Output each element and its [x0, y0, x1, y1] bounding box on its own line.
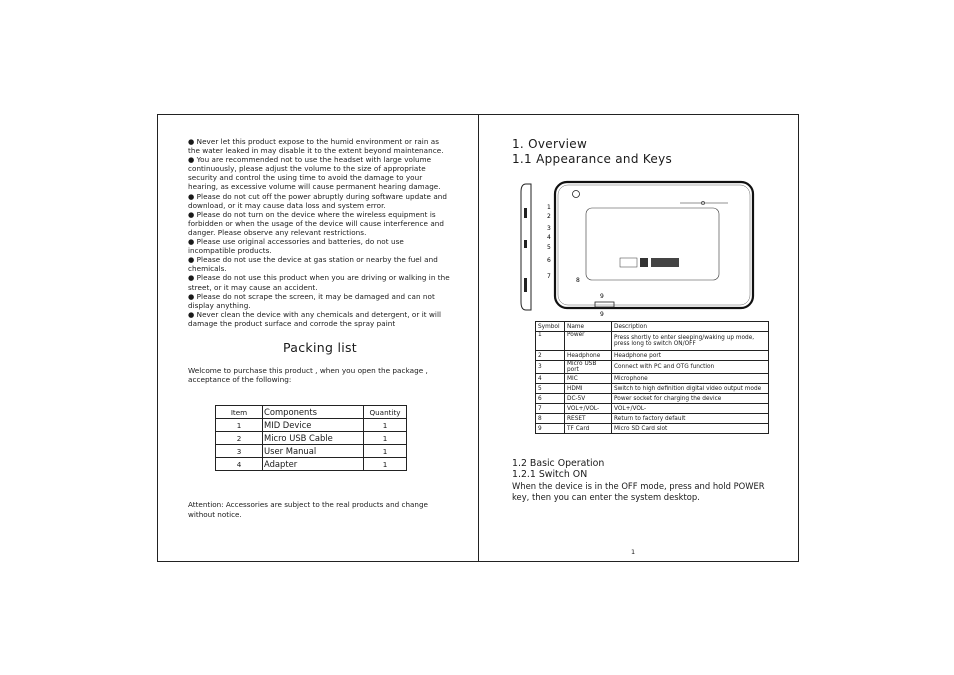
- warning-item: ● Please do not use the device at gas station or nearby the fuel and chemicals.: [188, 255, 438, 274]
- table-row: [536, 361, 769, 374]
- back-panel-area: [586, 208, 719, 280]
- overview-heading: 1. Overview: [512, 137, 588, 151]
- table-row: [536, 404, 769, 414]
- header-item: Item: [216, 406, 263, 419]
- cell-name: RESET: [565, 414, 612, 424]
- table-row: [536, 332, 769, 351]
- cell-description: Return to factory default: [612, 414, 769, 424]
- cell-component: Micro USB Cable: [263, 432, 364, 445]
- basic-operation-heading: 1.2 Basic Operation: [512, 458, 605, 469]
- cell-description: Power socket for charging the device: [612, 394, 769, 404]
- switch-on-text: When the device is in the OFF mode, press and hold POWER key, then you can enter the system desktop.: [512, 481, 765, 502]
- cell-name: Power: [565, 332, 612, 351]
- cell-description: Press shortly to enter sleeping/waking up mode, press long to switch ON/OFF: [612, 332, 769, 351]
- callout-number: 8: [576, 277, 580, 284]
- warning-item: ● Never let this product expose to the humid environment or rain as the water leaked in may disable it to the extent beyond maintenance.: [188, 137, 444, 156]
- warning-item: ● Please do not scrape the screen, it may be damaged and can not display anything.: [188, 291, 435, 310]
- callout-number: 2: [547, 213, 551, 220]
- packing-table: [215, 405, 407, 471]
- callout-number: 6: [547, 257, 551, 264]
- table-row: [536, 384, 769, 394]
- warning-item: ● You are recommended not to use the headset with large volume continuously, please adjust the volume to the size of appropriate security and control the using time to avoid the damage to your hearing, as excessive volume will cause permanent hearing damage.: [188, 155, 441, 192]
- cell-item: 2: [216, 432, 263, 445]
- table-row: [216, 445, 407, 458]
- cell-name: Micro USB port: [565, 361, 612, 374]
- cell-name: TF Card: [565, 424, 612, 434]
- cell-description: VOL+/VOL-: [612, 404, 769, 414]
- table-row: [216, 458, 407, 471]
- table-header-row: [216, 406, 407, 419]
- callout-number: 7: [547, 273, 551, 280]
- table-row: [536, 374, 769, 384]
- barcode-icon: [651, 258, 679, 267]
- warning-item: ● Please use original accessories and batteries, do not use incompatible products.: [188, 237, 404, 256]
- cell-name: HDMI: [565, 384, 612, 394]
- cell-symbol: 6: [536, 394, 565, 404]
- warning-item: ● Please do not turn on the device where the wireless equipment is forbidden or when the usage of the device will cause interference and danger. Please observe any relevant restrictions.: [188, 209, 445, 237]
- cell-name: MIC: [565, 374, 612, 384]
- side-port: [524, 240, 527, 248]
- cell-symbol: 8: [536, 414, 565, 424]
- side-port: [524, 208, 527, 218]
- cell-quantity: 1: [364, 458, 407, 471]
- appearance-heading: 1.1 Appearance and Keys: [512, 152, 673, 166]
- cell-item: 4: [216, 458, 263, 471]
- page-number: 1: [631, 548, 636, 556]
- table-header-row: [536, 322, 769, 332]
- cell-component: MID Device: [263, 419, 364, 432]
- device-back-outline: [555, 182, 753, 308]
- cell-name: DC-5V: [565, 394, 612, 404]
- cell-description: Micro SD Card slot: [612, 424, 769, 434]
- barcode-icon: [640, 258, 648, 267]
- page-divider: [478, 114, 479, 562]
- header-quantity: Quantity: [364, 406, 407, 419]
- callout-number: 9: [600, 311, 604, 318]
- table-row: [536, 424, 769, 434]
- tf-card-slot: [595, 302, 614, 307]
- cell-component: Adapter: [263, 458, 364, 471]
- switch-on-heading: 1.2.1 Switch ON: [512, 469, 588, 480]
- cell-symbol: 3: [536, 361, 565, 374]
- callout-number: 4: [547, 234, 551, 241]
- camera-icon: [573, 191, 580, 198]
- cell-item: 3: [216, 445, 263, 458]
- cell-description: Headphone port: [612, 351, 769, 361]
- cell-name: Headphone: [565, 351, 612, 361]
- warning-item: ● Please do not use this product when you are driving or walking in the street, or it may cause an accident.: [188, 273, 450, 292]
- table-row: [536, 414, 769, 424]
- cell-description: Connect with PC and OTG function: [612, 361, 769, 374]
- safety-warnings: [188, 137, 450, 328]
- callout-number: 3: [547, 225, 551, 232]
- packing-welcome-text: Welcome to purchase this product , when you open the package , acceptance of the following:: [188, 366, 428, 385]
- table-row: [216, 432, 407, 445]
- cell-item: 1: [216, 419, 263, 432]
- warning-item: ● Never clean the device with any chemicals and detergent, or it will damage the product surface and corrode the spray paint: [188, 309, 442, 328]
- cell-symbol: 1: [536, 332, 565, 351]
- side-button: [524, 278, 527, 292]
- cell-symbol: 7: [536, 404, 565, 414]
- cell-symbol: 4: [536, 374, 565, 384]
- cell-name: VOL+/VOL-: [565, 404, 612, 414]
- cell-symbol: 9: [536, 424, 565, 434]
- attention-note: Attention: Accessories are subject to the real products and change without notice.: [188, 500, 428, 519]
- cell-quantity: 1: [364, 432, 407, 445]
- cell-component: User Manual: [263, 445, 364, 458]
- device-diagram: [520, 178, 770, 320]
- cell-symbol: 2: [536, 351, 565, 361]
- callout-number: 9: [600, 293, 604, 300]
- callout-number: 5: [547, 244, 551, 251]
- cell-description: Microphone: [612, 374, 769, 384]
- table-row: [216, 419, 407, 432]
- cell-quantity: 1: [364, 445, 407, 458]
- cell-symbol: 5: [536, 384, 565, 394]
- cell-quantity: 1: [364, 419, 407, 432]
- header-components: Components: [263, 406, 364, 419]
- header-name: Name: [565, 322, 612, 332]
- warning-item: ● Please do not cut off the power abruptly during software update and download, or it may cause data loss and system error.: [188, 191, 447, 210]
- table-row: [536, 351, 769, 361]
- packing-list-title: Packing list: [283, 340, 358, 355]
- keys-table: [535, 321, 769, 434]
- header-symbol: Symbol: [536, 322, 565, 332]
- product-label: [620, 258, 637, 267]
- table-row: [536, 394, 769, 404]
- cell-description: Switch to high definition digital video output mode: [612, 384, 769, 394]
- header-description: Description: [612, 322, 769, 332]
- callout-number: 1: [547, 204, 551, 211]
